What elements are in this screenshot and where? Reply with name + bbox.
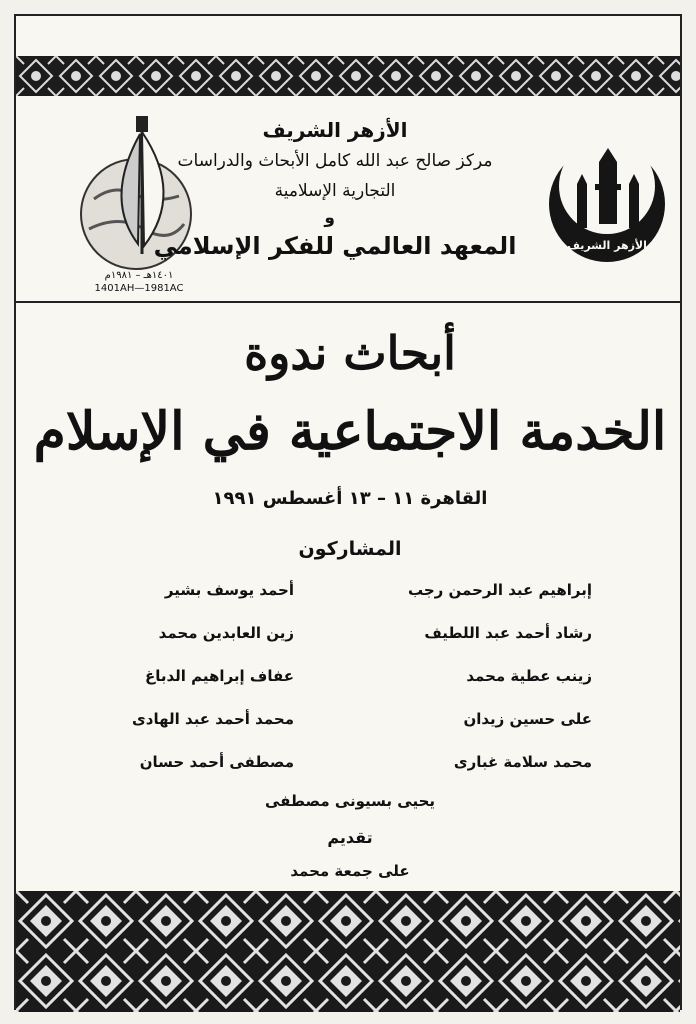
participant-name: أحمد يوسف بشير (164, 581, 294, 599)
header-institute: المعهد العالمي للفكر الإسلامي (153, 232, 517, 260)
logo-caption-hijri: ١٤٠١هـ – ١٩٨١م (104, 270, 174, 281)
geometric-pattern-top (16, 56, 680, 96)
header-center-name-2: التجارية الإسلامية (274, 181, 396, 201)
participant-name: على حسين زيدان (463, 710, 592, 728)
participant-name: زينب عطية محمد (466, 667, 592, 685)
participant-name-center: يحيى بسيونى مصطفى (264, 792, 436, 810)
azhar-logo-label: الأزهر الشريف (567, 239, 647, 252)
participant-name: محمد أحمد عبد الهادى (132, 710, 294, 728)
cover-frame (14, 14, 682, 1010)
preface-heading: تقديم (327, 828, 373, 847)
participants-heading: المشاركون (298, 538, 402, 560)
header-conjunction: و (324, 208, 335, 228)
header-center-name: مركز صالح عبد الله كامل الأبحاث والدراسات (177, 151, 493, 171)
participant-name: مصطفى أحمد حسان (139, 753, 294, 771)
participant-name: محمد سلامة غبارى (453, 753, 592, 771)
event-date: القاهرة ١١ – ١٣ أغسطس ١٩٩١ (212, 488, 488, 509)
header-divider (16, 301, 680, 303)
title-line-1: أبحاث ندوة (244, 326, 456, 380)
azhar-logo (541, 144, 681, 264)
participant-name: عفاف إبراهيم الدباغ (144, 667, 294, 685)
bottom-ornament-band (16, 891, 680, 1012)
preface-author: على جمعة محمد (290, 862, 410, 880)
geometric-pattern-bottom (16, 891, 680, 1012)
header-azhar: الأزهر الشريف (262, 118, 408, 142)
logo-caption-latin: 1401AH—1981AC (94, 283, 184, 294)
participant-name: إبراهيم عبد الرحمن رجب (407, 581, 592, 599)
participant-name: زين العابدين محمد (158, 624, 294, 642)
top-ornament-band (16, 56, 680, 96)
participant-name: رشاد أحمد عبد اللطيف (424, 624, 592, 642)
title-line-2: الخدمة الاجتماعية في الإسلام (33, 401, 667, 462)
